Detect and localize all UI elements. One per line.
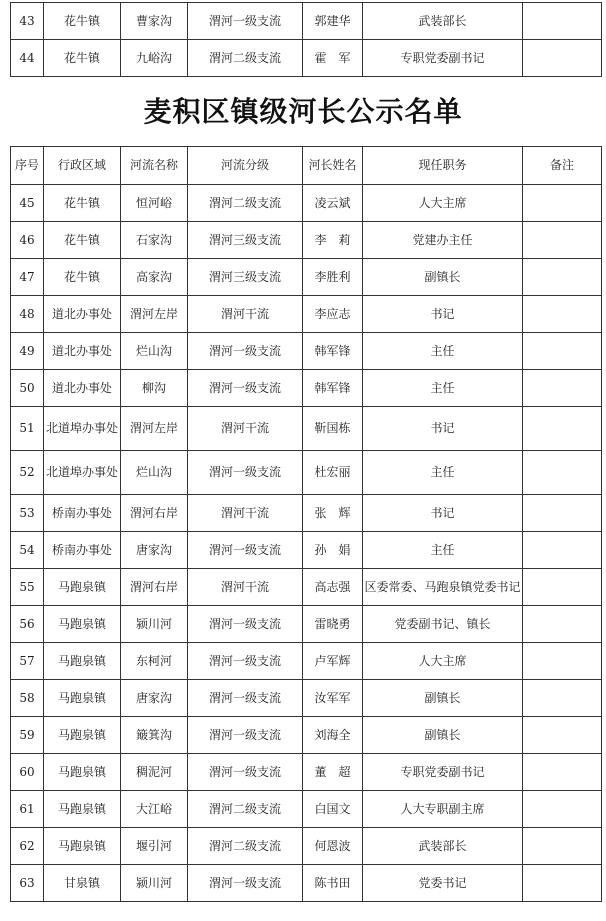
- cell-district: 甘泉镇: [44, 865, 121, 902]
- cell-chief: 郭建华: [303, 3, 363, 40]
- cell-river: 稠泥河: [121, 754, 188, 791]
- cell-chief: 霍 军: [303, 40, 363, 77]
- cell-chief: 刘海全: [303, 717, 363, 754]
- cell-no: 55: [11, 569, 44, 606]
- cell-river: 高家沟: [121, 259, 188, 296]
- cell-no: 59: [11, 717, 44, 754]
- header-district: 行政区域: [44, 147, 121, 185]
- cell-grade: 渭河三级支流: [188, 222, 303, 259]
- cell-position: 人大主席: [363, 185, 523, 222]
- cell-grade: 渭河一级支流: [188, 754, 303, 791]
- cell-district: 马跑泉镇: [44, 754, 121, 791]
- cell-no: 48: [11, 296, 44, 333]
- cell-grade: 渭河干流: [188, 569, 303, 606]
- cell-chief: 何恩波: [303, 828, 363, 865]
- table-row: [11, 370, 602, 407]
- cell-position: 主任: [363, 370, 523, 407]
- header-no: 序号: [11, 147, 44, 185]
- cell-river: 堰引河: [121, 828, 188, 865]
- cell-chief: 张 辉: [303, 495, 363, 532]
- page-title: 麦积区镇级河长公示名单: [143, 95, 463, 128]
- cell-river: 颍川河: [121, 865, 188, 902]
- cell-remark: [523, 828, 602, 865]
- cell-district: 马跑泉镇: [44, 680, 121, 717]
- cell-position: 书记: [363, 296, 523, 333]
- table-row: [11, 680, 602, 717]
- cell-remark: [523, 40, 602, 77]
- cell-grade: 渭河一级支流: [188, 370, 303, 407]
- cell-district: 花牛镇: [44, 222, 121, 259]
- table-row: [11, 606, 602, 643]
- cell-district: 桥南办事处: [44, 495, 121, 532]
- cell-no: 46: [11, 222, 44, 259]
- cell-river: 恒河峪: [121, 185, 188, 222]
- cell-position: 书记: [363, 407, 523, 451]
- cell-river: 唐家沟: [121, 532, 188, 569]
- cell-river: 柳沟: [121, 370, 188, 407]
- table-row: [11, 717, 602, 754]
- cell-grade: 渭河一级支流: [188, 643, 303, 680]
- cell-river: 颍川河: [121, 606, 188, 643]
- cell-position: 党建办主任: [363, 222, 523, 259]
- cell-position: 主任: [363, 451, 523, 495]
- table-row: [11, 532, 602, 569]
- table-row: [11, 495, 602, 532]
- cell-chief: 白国文: [303, 791, 363, 828]
- cell-remark: [523, 643, 602, 680]
- table-row: [11, 296, 602, 333]
- table-row: [11, 791, 602, 828]
- cell-grade: 渭河一级支流: [188, 865, 303, 902]
- cell-remark: [523, 451, 602, 495]
- table-row: [11, 259, 602, 296]
- river-chief-table: [10, 146, 602, 902]
- header-position: 现任职务: [363, 147, 523, 185]
- cell-district: 花牛镇: [44, 259, 121, 296]
- cell-district: 桥南办事处: [44, 532, 121, 569]
- cell-river: 渭河右岸: [121, 569, 188, 606]
- cell-grade: 渭河干流: [188, 296, 303, 333]
- cell-grade: 渭河三级支流: [188, 259, 303, 296]
- cell-river: 渭河左岸: [121, 407, 188, 451]
- cell-no: 51: [11, 407, 44, 451]
- cell-district: 花牛镇: [44, 3, 121, 40]
- cell-remark: [523, 865, 602, 902]
- cell-remark: [523, 259, 602, 296]
- cell-no: 44: [11, 40, 44, 77]
- table-row: [11, 643, 602, 680]
- cell-chief: 高志强: [303, 569, 363, 606]
- cell-district: 花牛镇: [44, 185, 121, 222]
- cell-chief: 杜宏丽: [303, 451, 363, 495]
- cell-district: 马跑泉镇: [44, 606, 121, 643]
- cell-grade: 渭河一级支流: [188, 717, 303, 754]
- cell-no: 47: [11, 259, 44, 296]
- cell-grade: 渭河二级支流: [188, 791, 303, 828]
- header-remark: 备注: [523, 147, 602, 185]
- cell-district: 马跑泉镇: [44, 569, 121, 606]
- cell-remark: [523, 333, 602, 370]
- table-row: [11, 333, 602, 370]
- cell-remark: [523, 680, 602, 717]
- cell-position: 主任: [363, 532, 523, 569]
- cell-position: 专职党委副书记: [363, 40, 523, 77]
- cell-no: 49: [11, 333, 44, 370]
- cell-remark: [523, 407, 602, 451]
- header-grade: 河流分级: [188, 147, 303, 185]
- cell-position: 主任: [363, 333, 523, 370]
- cell-no: 56: [11, 606, 44, 643]
- cell-river: 大江峪: [121, 791, 188, 828]
- cell-chief: 汝军军: [303, 680, 363, 717]
- cell-chief: 董 超: [303, 754, 363, 791]
- cell-chief: 卢军辉: [303, 643, 363, 680]
- cell-remark: [523, 532, 602, 569]
- cell-no: 43: [11, 3, 44, 40]
- cell-grade: 渭河一级支流: [188, 532, 303, 569]
- cell-chief: 李 莉: [303, 222, 363, 259]
- table-row: [11, 222, 602, 259]
- cell-river: 九峪沟: [121, 40, 188, 77]
- table-row: [11, 185, 602, 222]
- cell-position: 人大专职副主席: [363, 791, 523, 828]
- cell-remark: [523, 222, 602, 259]
- cell-no: 60: [11, 754, 44, 791]
- cell-district: 道北办事处: [44, 333, 121, 370]
- cell-grade: 渭河一级支流: [188, 333, 303, 370]
- cell-no: 57: [11, 643, 44, 680]
- table-row: [11, 40, 602, 77]
- cell-no: 52: [11, 451, 44, 495]
- cell-chief: 韩军锋: [303, 333, 363, 370]
- header-chief: 河长姓名: [303, 147, 363, 185]
- table-row: [11, 754, 602, 791]
- cell-position: 党委书记: [363, 865, 523, 902]
- table-row: [11, 828, 602, 865]
- cell-grade: 渭河一级支流: [188, 3, 303, 40]
- cell-district: 道北办事处: [44, 296, 121, 333]
- table-row: [11, 3, 602, 40]
- cell-grade: 渭河一级支流: [188, 606, 303, 643]
- cell-position: 党委副书记、镇长: [363, 606, 523, 643]
- cell-remark: [523, 717, 602, 754]
- cell-district: 北道埠办事处: [44, 407, 121, 451]
- table-row: [11, 407, 602, 451]
- cell-chief: 靳国栋: [303, 407, 363, 451]
- cell-position: 武装部长: [363, 828, 523, 865]
- cell-grade: 渭河二级支流: [188, 185, 303, 222]
- cell-remark: [523, 569, 602, 606]
- cell-river: 唐家沟: [121, 680, 188, 717]
- cell-position: 武装部长: [363, 3, 523, 40]
- cell-no: 58: [11, 680, 44, 717]
- cell-grade: 渭河二级支流: [188, 828, 303, 865]
- cell-position: 人大主席: [363, 643, 523, 680]
- cell-no: 53: [11, 495, 44, 532]
- cell-no: 50: [11, 370, 44, 407]
- cell-chief: 凌云斌: [303, 185, 363, 222]
- cell-grade: 渭河一级支流: [188, 680, 303, 717]
- cell-chief: 雷晓勇: [303, 606, 363, 643]
- cell-district: 马跑泉镇: [44, 717, 121, 754]
- cell-remark: [523, 3, 602, 40]
- cell-chief: 李胜利: [303, 259, 363, 296]
- cell-no: 61: [11, 791, 44, 828]
- cell-no: 62: [11, 828, 44, 865]
- cell-river: 烂山沟: [121, 451, 188, 495]
- cell-district: 北道埠办事处: [44, 451, 121, 495]
- cell-district: 马跑泉镇: [44, 828, 121, 865]
- table-row: [11, 569, 602, 606]
- cell-remark: [523, 754, 602, 791]
- table-header-row: [11, 147, 602, 185]
- cell-river: 东柯河: [121, 643, 188, 680]
- cell-remark: [523, 606, 602, 643]
- cell-remark: [523, 185, 602, 222]
- table-row: [11, 451, 602, 495]
- cell-river: 簸箕沟: [121, 717, 188, 754]
- cell-chief: 孙 娟: [303, 532, 363, 569]
- cell-position: 副镇长: [363, 680, 523, 717]
- header-river: 河流名称: [121, 147, 188, 185]
- cell-grade: 渭河一级支流: [188, 451, 303, 495]
- cell-position: 书记: [363, 495, 523, 532]
- cell-position: 专职党委副书记: [363, 754, 523, 791]
- cell-chief: 韩军锋: [303, 370, 363, 407]
- cell-no: 54: [11, 532, 44, 569]
- cell-remark: [523, 296, 602, 333]
- cell-no: 45: [11, 185, 44, 222]
- cell-district: 马跑泉镇: [44, 791, 121, 828]
- cell-position: 副镇长: [363, 717, 523, 754]
- cell-chief: 陈书田: [303, 865, 363, 902]
- cell-district: 道北办事处: [44, 370, 121, 407]
- cell-district: 花牛镇: [44, 40, 121, 77]
- table-row: [11, 865, 602, 902]
- cell-position: 区委常委、马跑泉镇党委书记: [363, 569, 523, 606]
- cell-remark: [523, 495, 602, 532]
- cell-grade: 渭河干流: [188, 407, 303, 451]
- cell-chief: 李应志: [303, 296, 363, 333]
- cell-river: 渭河右岸: [121, 495, 188, 532]
- cell-district: 马跑泉镇: [44, 643, 121, 680]
- cell-river: 石家沟: [121, 222, 188, 259]
- cell-remark: [523, 791, 602, 828]
- cell-position: 副镇长: [363, 259, 523, 296]
- cell-river: 渭河左岸: [121, 296, 188, 333]
- cell-grade: 渭河干流: [188, 495, 303, 532]
- cell-no: 63: [11, 865, 44, 902]
- cell-river: 曹家沟: [121, 3, 188, 40]
- cell-grade: 渭河二级支流: [188, 40, 303, 77]
- top-continuation-table: [10, 2, 602, 77]
- cell-remark: [523, 370, 602, 407]
- cell-river: 烂山沟: [121, 333, 188, 370]
